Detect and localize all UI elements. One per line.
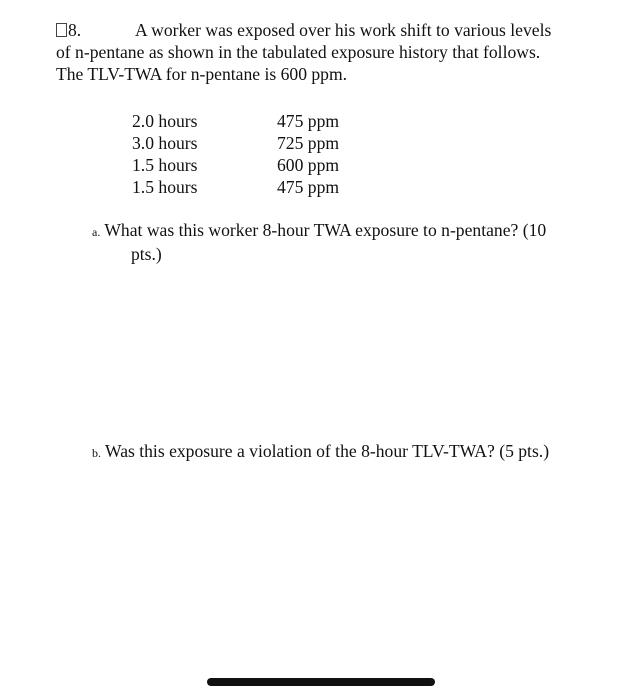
question-b-text: Was this exposure a violation of the 8-hour TLV-TWA? (5 pts.) (105, 441, 550, 461)
duration-cell: 1.5 hours (132, 155, 198, 175)
question-b (92, 440, 602, 464)
table-row (132, 176, 339, 198)
checkbox-icon[interactable] (56, 23, 67, 37)
question-a-letter: a. (92, 225, 101, 239)
concentration-cell: 475 ppm (277, 111, 340, 131)
table-row (132, 110, 339, 132)
problem-text-line-2: of n-pentane as shown in the tabulated exposure history that follows. (56, 42, 541, 62)
duration-cell: 1.5 hours (132, 177, 198, 197)
problem-text-line-1: A worker was exposed over his work shift to various levels (135, 20, 552, 40)
duration-cell: 3.0 hours (132, 133, 198, 153)
problem-statement (56, 19, 616, 85)
table-row (132, 154, 339, 176)
concentration-cell: 725 ppm (277, 133, 340, 153)
question-a (92, 219, 602, 265)
exposure-table (132, 110, 339, 198)
problem-text-line-3: The TLV-TWA for n-pentane is 600 ppm. (56, 64, 348, 84)
concentration-cell: 600 ppm (277, 155, 340, 175)
duration-cell: 2.0 hours (132, 111, 198, 131)
question-b-letter: b. (92, 446, 101, 460)
question-a-text-line-2: pts.) (131, 244, 162, 264)
problem-number: 8. (68, 20, 82, 40)
table-row (132, 132, 339, 154)
problem-first-line (56, 19, 616, 41)
home-indicator-bar[interactable] (207, 678, 435, 686)
concentration-cell: 475 ppm (277, 177, 340, 197)
question-a-text-line-1: What was this worker 8-hour TWA exposure to n-pentane? (10 (104, 220, 547, 240)
